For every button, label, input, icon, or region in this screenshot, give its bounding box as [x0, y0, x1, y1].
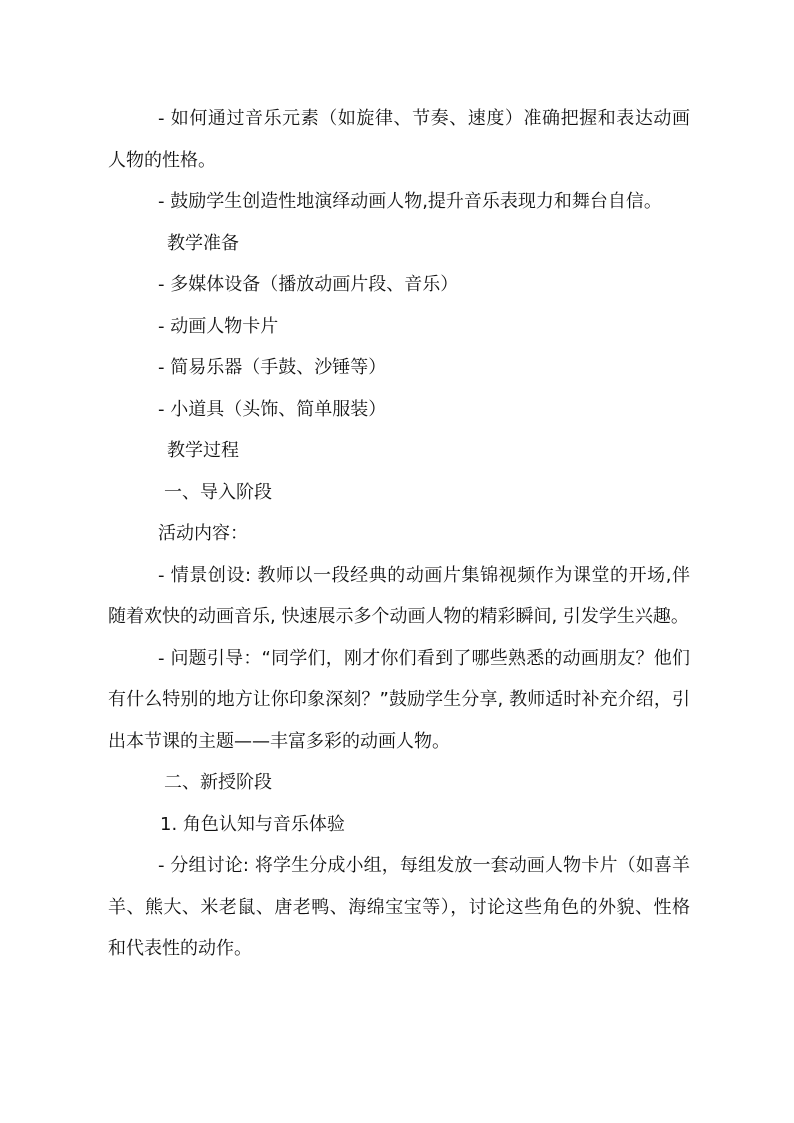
section-introduction-stage: 一、导入阶段: [164, 481, 272, 503]
prep-item-instruments: - 简易乐器（手鼓、沙锤等）: [158, 357, 387, 378]
subheading-role-recognition: 1. 角色认知与音乐体验: [160, 813, 345, 835]
bullet-encourage-creativity: - 鼓励学生创造性地演绎动画人物,提升音乐表现力和舞台自信。: [158, 191, 662, 212]
label-activity-content: 活动内容：: [158, 523, 248, 544]
prep-item-character-cards: - 动画人物卡片: [158, 315, 279, 337]
bullet-music-elements: - 如何通过音乐元素（如旋律、节奏、速度）准确把握和表达动画人物的性格。: [108, 108, 690, 171]
prep-item-props: - 小道具（头饰、简单服装）: [158, 398, 387, 420]
document-body: [108, 98, 690, 970]
prep-item-multimedia: - 多媒体设备（播放动画片段、音乐）: [158, 274, 459, 295]
heading-teaching-preparation: 教学准备: [167, 232, 239, 254]
heading-teaching-process: 教学过程: [167, 440, 239, 461]
activity-question-guidance: - 问题引导：“同学们，刚才你们看到了哪些熟悉的动画朋友？他们有什么特别的地方让你印象深刻？”鼓励学生分享, 教师适时补充介绍，引出本节课的主题——丰富多彩的动画人物。: [108, 647, 690, 752]
section-new-lesson-stage: 二、新授阶段: [164, 772, 272, 793]
activity-scenario-setup: - 情景创设: 教师以一段经典的动画片集锦视频作为课堂的开场,伴随着欢快的动画音乐, 快速展示多个动画人物的精彩瞬间, 引发学生兴趣。: [108, 564, 690, 627]
activity-group-discussion: - 分组讨论: 将学生分成小组，每组发放一套动画人物卡片（如喜羊羊、熊大、米老鼠、唐老鸭、海绵宝宝等），讨论这些角色的外貌、性格和代表性的动作。: [108, 855, 690, 959]
